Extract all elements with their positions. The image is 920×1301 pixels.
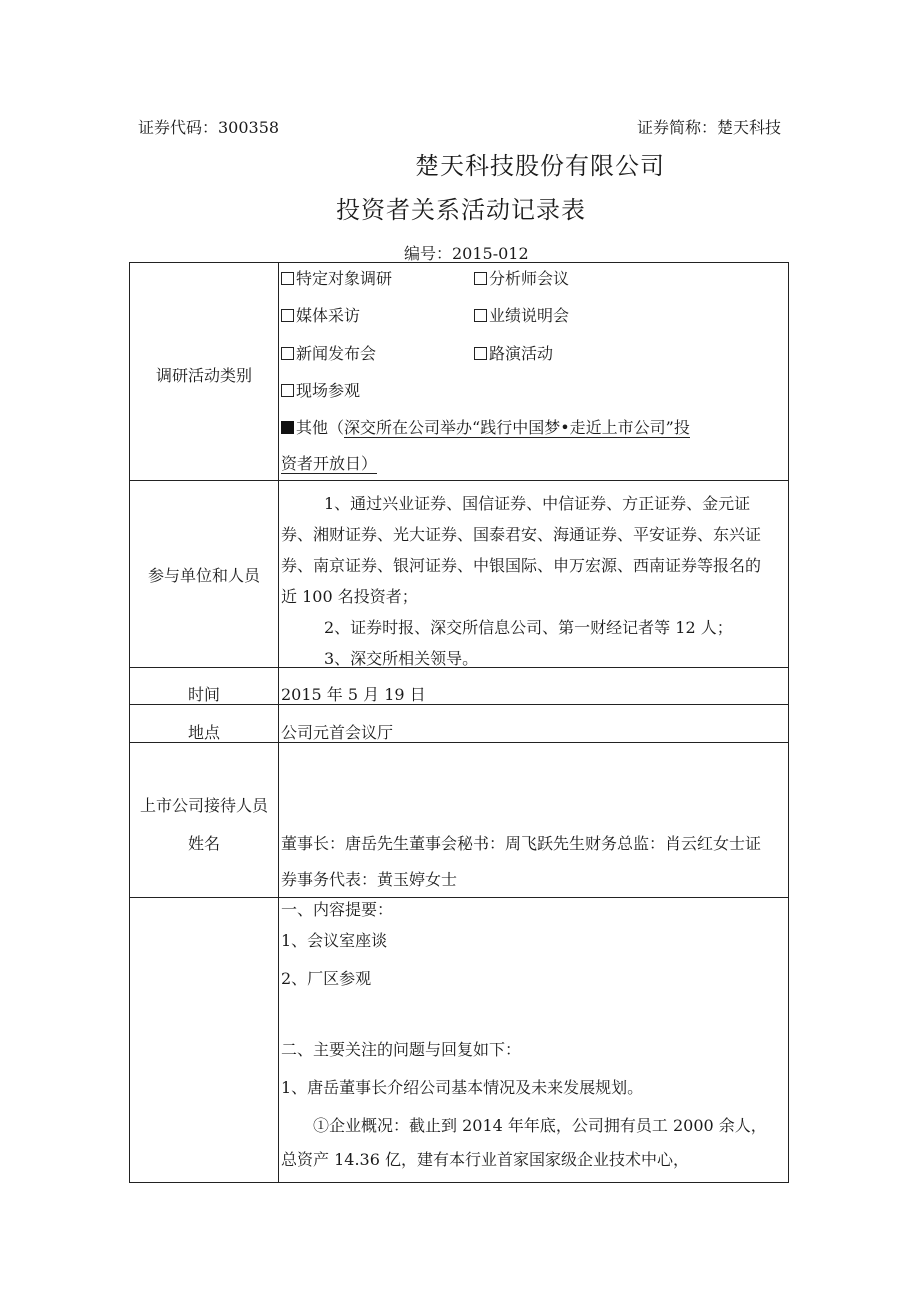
location-label: 地点 xyxy=(187,723,220,742)
content-heading: 一、内容提要： xyxy=(281,900,394,919)
hosts-label-continued: 姓名 xyxy=(187,834,220,853)
option-media-interview: 媒体采访 xyxy=(281,303,360,326)
option-analyst-meeting: 分析师会议 xyxy=(474,266,569,289)
checkbox-icon xyxy=(281,384,294,397)
checked-box-icon xyxy=(281,421,294,434)
participants-line: 券、湘财证券、光大证券、国泰君安、海通证券、平安证券、东兴证 xyxy=(281,525,762,544)
content-line: 1、唐岳董事长介绍公司基本情况及未来发展规划。 xyxy=(281,1078,644,1097)
company-title: 楚天科技股份有限公司 xyxy=(415,152,665,180)
option-press-conference: 新闻发布会 xyxy=(281,341,376,364)
location-value: 公司元首会议厅 xyxy=(281,723,394,742)
option-other-continued: 资者开放日） xyxy=(281,454,378,473)
stock-code: 证券代码：300358 xyxy=(138,118,280,137)
row-divider xyxy=(130,480,788,481)
hosts-label: 上市公司接待人员 xyxy=(139,796,268,815)
checkbox-icon xyxy=(281,309,294,322)
time-label: 时间 xyxy=(187,685,220,704)
content-line: ①企业概况：截止到 2014 年年底，公司拥有员工 2000 余人， xyxy=(313,1116,767,1135)
row-divider xyxy=(130,897,788,898)
participants-line: 券、南京证券、银河证券、中银国际、申万宏源、西南证券等报名的 xyxy=(281,556,762,575)
checkbox-icon xyxy=(474,309,487,322)
participants-line: 1、通过兴业证券、国信证券、中信证券、方正证券、金元证 xyxy=(324,494,751,513)
document-number: 编号：2015-012 xyxy=(404,244,529,263)
participants-line: 3、深交所相关领导。 xyxy=(324,649,479,668)
option-earnings-briefing: 业绩说明会 xyxy=(474,303,569,326)
participants-label: 参与单位和人员 xyxy=(147,566,260,585)
content-line: 2、厂区参观 xyxy=(281,969,372,988)
record-table xyxy=(129,262,789,1183)
participants-line: 近 100 名投资者； xyxy=(281,587,418,606)
stock-name: 证券简称：楚天科技 xyxy=(637,118,782,137)
option-roadshow: 路演活动 xyxy=(474,341,553,364)
participants-line: 2、证券时报、深交所信息公司、第一财经记者等 12 人； xyxy=(324,618,733,637)
content-line: 1、会议室座谈 xyxy=(281,931,388,950)
other-description: 深交所在公司举办“践行中国梦•走近上市公司”投 xyxy=(344,418,690,437)
checkbox-icon xyxy=(281,272,294,285)
form-title: 投资者关系活动记录表 xyxy=(336,196,586,224)
checkbox-icon xyxy=(281,347,294,360)
option-site-visit: 现场参观 xyxy=(281,378,360,401)
option-other: 其他（深交所在公司举办“践行中国梦•走近上市公司”投 xyxy=(281,415,690,438)
column-divider xyxy=(278,263,279,1182)
option-specific-research: 特定对象调研 xyxy=(281,266,392,289)
content-heading: 二、主要关注的问题与回复如下： xyxy=(281,1040,522,1059)
hosts-names-continued: 券事务代表：黄玉婷女士 xyxy=(281,870,458,889)
content-line: 总资产 14.36 亿，建有本行业首家国家级企业技术中心， xyxy=(281,1150,689,1169)
hosts-names: 董事长：唐岳先生董事会秘书：周飞跃先生财务总监：肖云红女士证 xyxy=(281,834,762,853)
activity-type-label: 调研活动类别 xyxy=(155,366,252,385)
checkbox-icon xyxy=(474,347,487,360)
time-value: 2015 年 5 月 19 日 xyxy=(281,685,426,704)
checkbox-icon xyxy=(474,272,487,285)
